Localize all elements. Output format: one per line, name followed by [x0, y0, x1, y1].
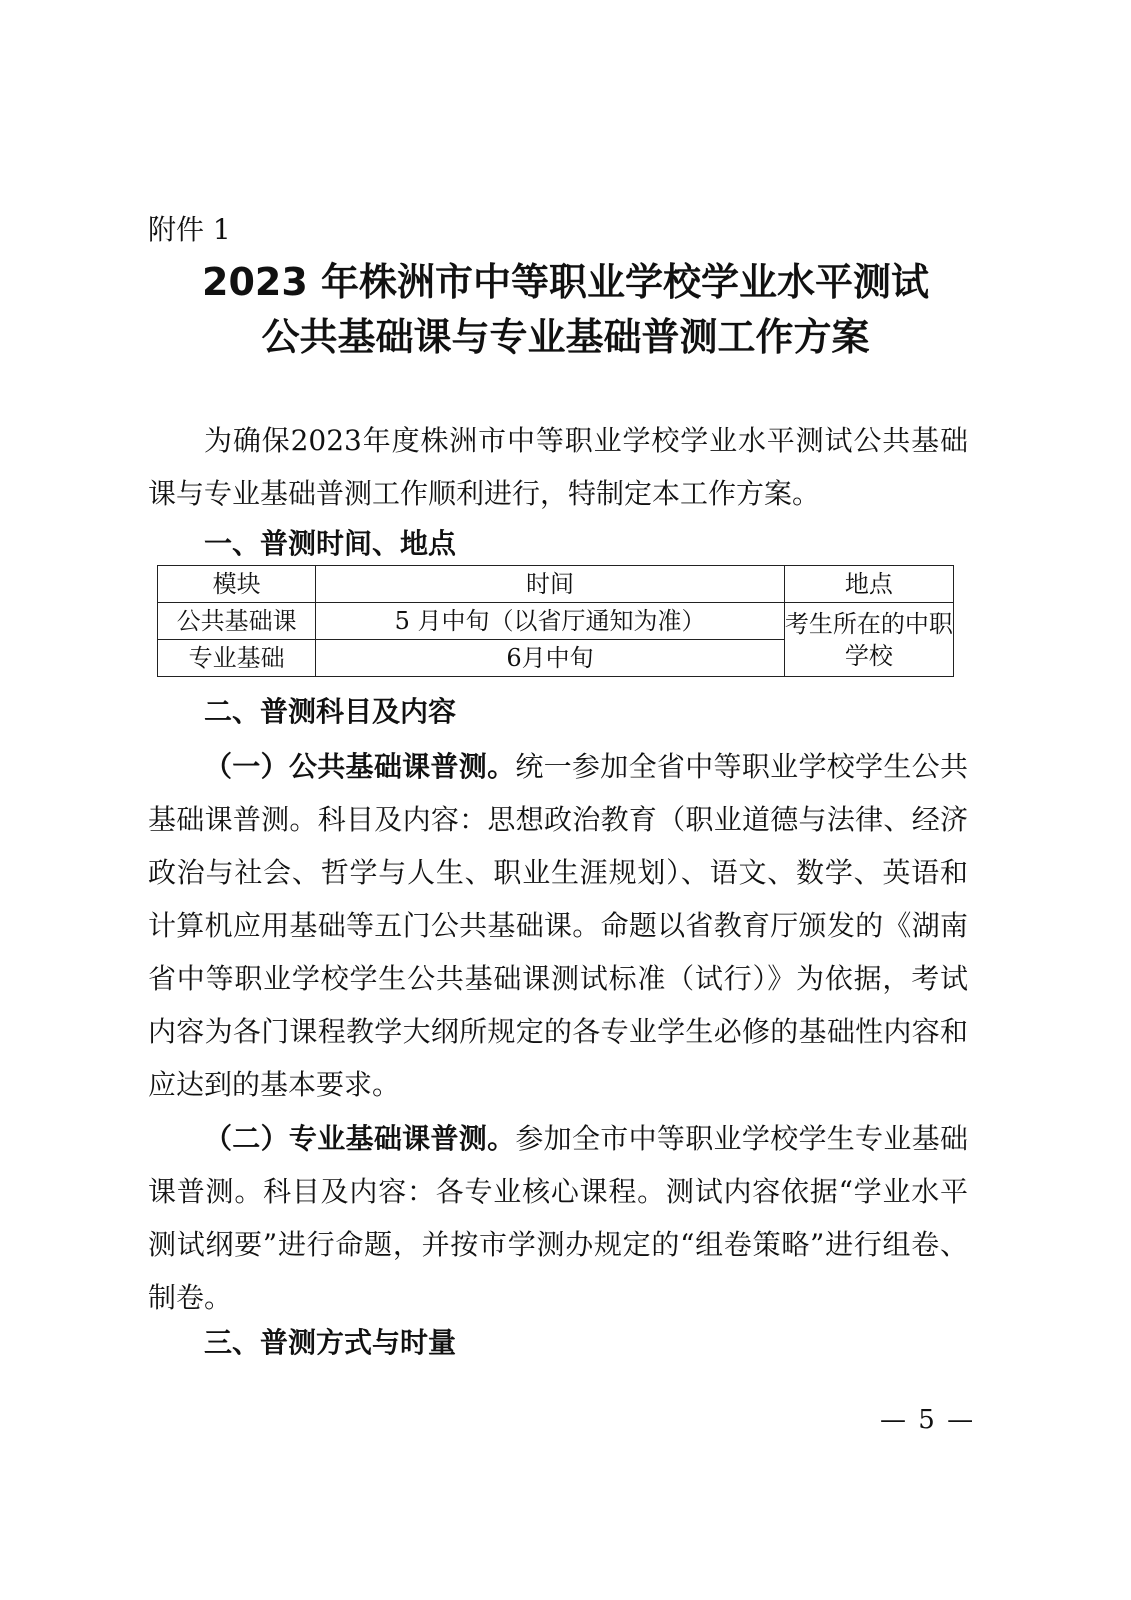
table-cell-place: 考生所在的中职学校 — [784, 603, 953, 677]
subsection-public-basic-title: （一）公共基础课普测。 — [204, 750, 516, 783]
intro-paragraph: 为确保2023年度株洲市中等职业学校学业水平测试公共基础课与专业基础普测工作顺利进行，特制定本工作方案。 — [148, 424, 968, 510]
table-row — [158, 603, 954, 640]
section-heading-time-place: 一、普测时间、地点 — [204, 527, 457, 560]
table-header-row — [158, 566, 954, 603]
table-cell-module: 公共基础课 — [158, 603, 316, 640]
subsection-public-basic-body: 统一参加全省中等职业学校学生公共基础课普测。科目及内容：思想政治教育（职业道德与法律、经济政治与社会、哲学与人生、职业生涯规划）、语文、数学、英语和计算机应用基础等五门公共基础课。命题以省教育厅颁发的《湖南省中等职业学校学生公共基础课测试标准（试行）》为依据，考试内容为各门课程教学大纲所规定的各专业学生必修的基础性内容和应达到的基本要求。 — [148, 750, 968, 1101]
section-heading-method-duration: 三、普测方式与时量 — [204, 1326, 457, 1359]
subsection-professional-basic-title: （二）专业基础课普测。 — [204, 1122, 516, 1155]
document-title-line1: 2023 年株洲市中等职业学校学业水平测试 — [202, 260, 929, 304]
table-cell-time: 5 月中旬（以省厅通知为准） — [316, 603, 785, 640]
subsection-public-basic-paragraph — [148, 740, 968, 1111]
table-header-time: 时间 — [316, 566, 785, 603]
subsection-professional-basic-body: 参加全市中等职业学校学生专业基础课普测。科目及内容：各专业核心课程。测试内容依据“学业水平测试纲要”进行命题，并按市学测办规定的“组卷策略”进行组卷、制卷。 — [148, 1122, 968, 1314]
document-title-line2: 公共基础课与专业基础普测工作方案 — [261, 315, 870, 359]
table-cell-module: 专业基础 — [158, 640, 316, 677]
table-header-module: 模块 — [158, 566, 316, 603]
subsection-professional-basic-paragraph — [148, 1112, 968, 1324]
table-cell-time: 6月中旬 — [316, 640, 785, 677]
schedule-table — [157, 565, 954, 677]
section-heading-subjects: 二、普测科目及内容 — [204, 695, 457, 728]
page-number: — 5 — — [880, 1405, 976, 1435]
attachment-label: 附件 1 — [148, 213, 231, 246]
table-header-place: 地点 — [784, 566, 953, 603]
